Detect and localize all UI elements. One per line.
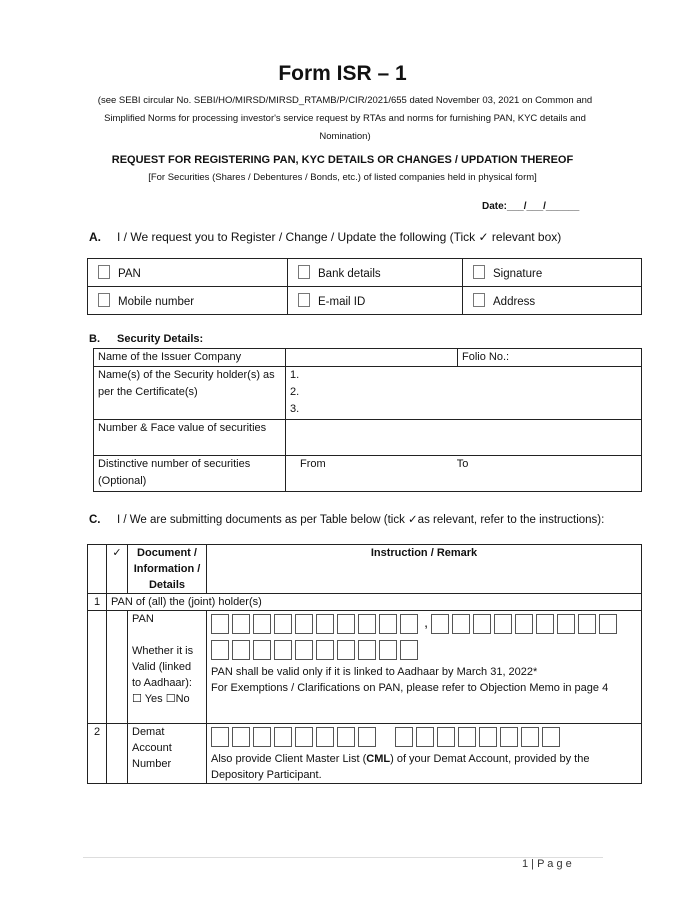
date-field[interactable]: Date:___/___/______ (482, 201, 580, 212)
page-number: 1 | P a g e (522, 858, 572, 870)
pan-label-cell: PAN Whether it is Valid (linked to Aadhaar): ☐ Yes ☐No (128, 611, 207, 724)
holders-field[interactable]: 1. 2. 3. (286, 367, 642, 420)
yes-no-checkboxes[interactable]: ☐ Yes ☐No (132, 693, 190, 705)
demat-label: Demat Account Number (128, 724, 207, 784)
security-details-table (93, 348, 642, 492)
demat-tick-cell[interactable] (107, 724, 128, 784)
checkbox-icon[interactable] (298, 293, 310, 307)
section-c-heading (89, 512, 609, 528)
section-a-heading (89, 230, 561, 244)
tick-column-header: ✓ (107, 545, 128, 594)
checkbox-icon[interactable] (98, 265, 110, 279)
demat-boxes-row[interactable] (211, 727, 637, 747)
face-value-label: Number & Face value of securities (94, 420, 286, 456)
update-options-table (87, 258, 642, 315)
section-c-text: I / We are submitting documents as per Table below (tick ✓as relevant, refer to the instructions): (117, 514, 605, 526)
checkbox-icon[interactable] (298, 265, 310, 279)
document-column-header: Document / Information / Details (128, 545, 207, 594)
section-b-heading (89, 333, 203, 345)
distinctive-number-label: Distinctive number of securities (Optional) (94, 456, 286, 492)
row-number: 2 (88, 724, 107, 784)
issuer-company-label: Name of the Issuer Company (94, 349, 286, 367)
instruction-column-header: Instruction / Remark (207, 545, 642, 594)
form-title: Form ISR – 1 (278, 62, 407, 85)
option-signature[interactable]: Signature (463, 259, 642, 287)
pan-boxes-row-2[interactable] (211, 640, 637, 660)
option-mobile-number[interactable]: Mobile number (88, 287, 288, 315)
documents-table (87, 544, 642, 784)
pan-boxes-row[interactable]: , (211, 614, 637, 634)
checkbox-icon[interactable] (98, 293, 110, 307)
request-heading-note: [For Securities (Shares / Debentures / Bonds, etc.) of listed companies held in physical form] (148, 172, 537, 183)
option-email-id[interactable]: E-mail ID (288, 287, 463, 315)
pan-exemption-note: For Exemptions / Clarifications on PAN, please refer to Objection Memo in page 4 (211, 682, 609, 695)
folio-no-field[interactable]: Folio No.: (458, 349, 642, 367)
from-label: From (300, 458, 326, 470)
request-heading: REQUEST FOR REGISTERING PAN, KYC DETAILS OR CHANGES / UPDATION THEREOF (111, 154, 574, 166)
section-b-letter: B. (89, 333, 100, 345)
to-label: To (456, 458, 469, 470)
pan-note: PAN shall be valid only if it is linked to Aadhaar by March 31, 2022* (211, 666, 538, 679)
holders-label: Name(s) of the Security holder(s) as per the Certificate(s) (94, 367, 286, 420)
form-subtitle: (see SEBI circular No. SEBI/HO/MIRSD/MIRSD_RTAMB/P/CIR/2021/655 dated November 03, 2021 on Common and Simplified Norms for processing investor's service request by RTAs and norms for furnishing PAN, KYC details and Nomination) (97, 95, 593, 142)
option-bank-details[interactable]: Bank details (288, 259, 463, 287)
issuer-company-field[interactable] (286, 349, 458, 367)
demat-note: Also provide Client Master List (CML) of your Demat Account, provided by the Depository Participant. (211, 753, 590, 781)
section-c-letter: C. (89, 514, 101, 526)
distinctive-number-field[interactable] (286, 456, 642, 492)
demat-entry-cell[interactable] (207, 724, 642, 784)
checkbox-icon[interactable] (473, 265, 485, 279)
pan-entry-cell[interactable] (207, 611, 642, 724)
checkbox-icon[interactable] (473, 293, 485, 307)
pan-tick-cell[interactable] (107, 611, 128, 724)
section-a-letter: A. (89, 230, 101, 244)
row-number: 1 (88, 594, 107, 611)
row-pan-title: PAN of (all) the (joint) holder(s) (107, 594, 642, 611)
pan-valid-label: Whether it is Valid (linked to Aadhaar): (132, 645, 194, 689)
face-value-field[interactable] (286, 420, 642, 456)
section-a-text: I / We request you to Register / Change / Update the following (Tick ✓ relevant box) (117, 230, 562, 244)
section-b-text: Security Details: (117, 333, 204, 345)
option-pan[interactable]: PAN (88, 259, 288, 287)
option-address[interactable]: Address (463, 287, 642, 315)
